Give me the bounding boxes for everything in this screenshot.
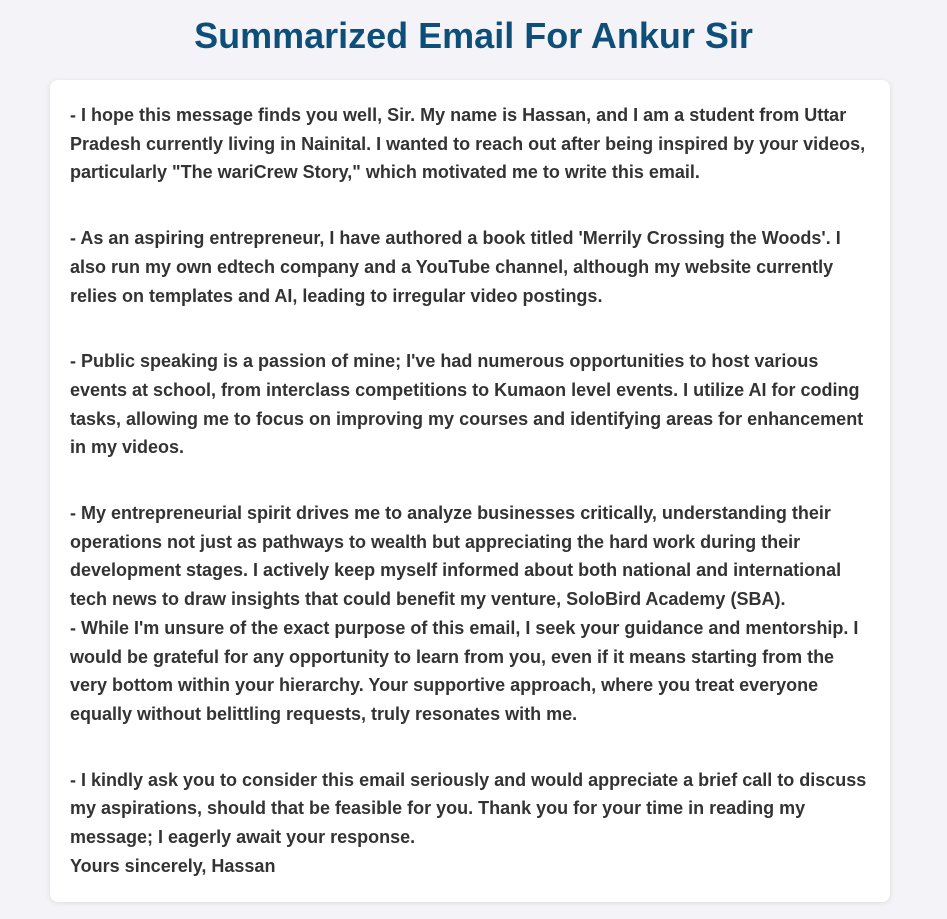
email-summary-card <box>50 80 890 902</box>
email-paragraph-greeting: - I hope this message finds you well, Sir. My name is Hassan, and I am a student from Uttar Pradesh currently living in Nainital. I wanted to reach out after being inspired by your videos, particularly "The wariCrew Story," which motivated me to write this email. <box>70 105 866 183</box>
email-paragraph-public-speaking: - Public speaking is a passion of mine; I've had numerous opportunities to host various events at school, from interclass competitions to Kumaon level events. I utilize AI for coding tasks, allowing me to focus on improving my courses and identifying areas for enhancement in my videos. <box>70 351 864 458</box>
email-paragraph-entrepreneur: - As an aspiring entrepreneur, I have authored a book titled 'Merrily Crossing the Woods'. I also run my own edtech company and a YouTube channel, although my website currently relies on templates and AI, leading to irregular video postings. <box>70 228 841 306</box>
email-paragraph-closing: - I kindly ask you to consider this email seriously and would appreciate a brief call to discuss my aspirations, should that be feasible for you. Thank you for your time in reading my message; I eagerly await your response. <box>70 769 867 848</box>
email-signoff: Yours sincerely, Hassan <box>70 855 276 876</box>
page-title: Summarized Email For Ankur Sir <box>194 15 753 56</box>
email-paragraph-business-analysis: - My entrepreneurial spirit drives me to analyze businesses critically, understanding their operations not just as pathways to wealth but appreciating the hard work during their development stages. I actively keep myself informed about both national and international tech news to draw insights that could benefit my venture, SoloBird Academy (SBA). <box>70 503 842 610</box>
email-paragraph-mentorship: - While I'm unsure of the exact purpose of this email, I seek your guidance and mentorship. I would be grateful for any opportunity to learn from you, even if it means starting from the very bottom within your hierarchy. Your supportive approach, where you treat everyone equally without belittling requests, truly resonates with me. <box>70 617 859 724</box>
